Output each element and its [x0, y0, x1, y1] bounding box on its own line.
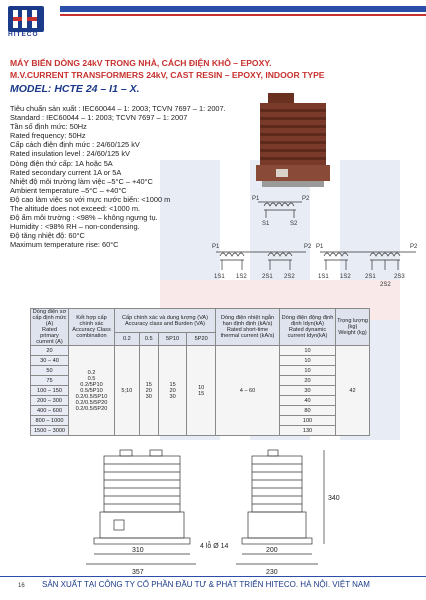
cell-current: 75 — [31, 376, 69, 386]
side-view-drawing — [236, 450, 324, 564]
footer-text: SẢN XUẤT TẠI CÔNG TY CỔ PHẦN ĐẦU TƯ & PHÁT TRIỂN HITECO. HÀ NỘI. VIỆT NAM — [42, 580, 370, 589]
dim-label: 200 — [266, 547, 278, 554]
cell-current: 800 – 1000 — [31, 416, 69, 426]
dim-label: 310 — [132, 547, 144, 554]
spec-line: Rated insulation level : 24/60/125 kV — [10, 149, 130, 159]
header-class-02: 0.2 — [115, 333, 140, 346]
cell-dynamic: 10 — [280, 346, 336, 356]
wiring-label: 1S1 — [214, 274, 225, 280]
spec-line: Tiêu chuẩn sản xuất : IEC60044 – 1: 2003; TCVN 7697 – 1: 2007. — [10, 104, 226, 113]
header-class-5p10: 5P10 — [158, 333, 187, 346]
dim-label: 230 — [266, 569, 278, 576]
cell-thermal: 4 – 60 — [216, 346, 280, 436]
spec-line: Độ cao làm việc so với mực nước biển: <1000 m — [10, 194, 171, 204]
cell-current: 20 — [31, 346, 69, 356]
page-number: 16 — [18, 583, 25, 589]
header-thermal: Dòng điện nhiệt ngắn hạn định định (kA/s) Rated short-time thermal current (kA/s) — [216, 309, 280, 346]
wiring-label: 2S2 — [380, 282, 391, 288]
wiring-label: 1S2 — [236, 274, 247, 280]
cell-current: 1500 – 3000 — [31, 426, 69, 436]
cell-dynamic: 40 — [280, 396, 336, 406]
product-image — [256, 93, 330, 189]
header-bar — [0, 0, 426, 44]
spec-line: Tần số định mức: 50Hz — [10, 122, 87, 132]
wiring-label: 1S1 — [318, 274, 329, 280]
wiring-label: 2S2 — [284, 274, 295, 280]
header-burden: Cấp chính xác và dung lượng (VA) Accuracy class and Burden (VA) — [115, 309, 216, 333]
table-row — [31, 346, 370, 356]
header-class-05: 0.5 — [139, 333, 158, 346]
spec-line: Ambient temperature –5°C – +40°C — [10, 185, 127, 195]
dim-label: 340 — [328, 495, 340, 502]
wiring-label: P1 — [316, 244, 324, 250]
cell-current: 100 – 150 — [31, 386, 69, 396]
cell-current: 200 – 300 — [31, 396, 69, 406]
dim-label: 4 lỗ Ø 14 — [200, 543, 229, 550]
cell-dynamic: 100 — [280, 416, 336, 426]
wiring-label: S2 — [290, 221, 298, 227]
wiring-diagram-single — [258, 202, 302, 218]
cell-dynamic: 80 — [280, 406, 336, 416]
title-english: M.V.CURRENT TRANSFORMERS 24kV, CAST RESIN – EPOXY, INDOOR TYPE — [10, 70, 325, 80]
cell-current: 50 — [31, 366, 69, 376]
wiring-label: 2S1 — [365, 274, 376, 280]
logo-text: HITECO — [8, 31, 39, 38]
wiring-label: P2 — [304, 244, 312, 250]
wiring-label: 1S2 — [340, 274, 351, 280]
spec-line: Maximum temperature rise: 60°C — [10, 240, 119, 250]
cell-accuracy: 0.2 0.5 0.2/5P10 0.5/5P10 0.2/0.5/5P10 0.2/0.5/5P20 0.2/0.5/5P20 — [69, 346, 115, 436]
cell-dynamic: 10 — [280, 366, 336, 376]
spec-line: Nhiệt độ môi trường làm việc –5°C – +40°C — [10, 176, 153, 186]
spec-table — [30, 308, 370, 436]
cell-dynamic: 30 — [280, 386, 336, 396]
spec-line: Rated secondary current 1A or 5A — [10, 167, 122, 177]
wiring-diagram-double — [216, 252, 306, 270]
title-vietnamese: MÁY BIẾN DÒNG 24kV TRONG NHÀ, CÁCH ĐIỆN KHÔ – EPOXY. — [10, 58, 272, 68]
cell-dynamic: 10 — [280, 356, 336, 366]
dimension-drawings — [80, 448, 420, 578]
spec-line: Cấp cách điện định mức : 24/60/125 kV — [10, 140, 140, 150]
header-accuracy: Kết hợp cấp chính xác Accuracy Class combination — [69, 309, 115, 346]
header-stripe — [60, 6, 426, 12]
spec-line: Standard : IEC60044 – 1: 2003; TCVN 7697 – 1: 2007 — [10, 113, 188, 123]
spec-line: Rated frequency: 50Hz — [10, 131, 86, 141]
spec-line: Dòng điện thứ cấp: 1A hoặc 5A — [10, 158, 113, 168]
wiring-label: 2S3 — [394, 274, 405, 280]
header-stripe-red — [60, 14, 426, 16]
cell-dynamic: 20 — [280, 376, 336, 386]
wiring-label: 2S1 — [262, 274, 273, 280]
wiring-label: P1 — [212, 244, 220, 250]
wiring-diagram-triple — [320, 252, 416, 270]
spec-line: The altitude does not exceed: <1000 m. — [10, 204, 141, 214]
cell-current: 400 – 600 — [31, 406, 69, 416]
cell-current: 30 – 40 — [31, 356, 69, 366]
wiring-label: P2 — [410, 244, 418, 250]
wiring-label: P1 — [252, 196, 260, 202]
header-current: Dòng điện sơ cấp định mức (A) Rated primary current (A) — [31, 309, 69, 346]
cell-burden-5p10: 15 20 30 — [158, 346, 187, 436]
footer-divider — [0, 576, 426, 577]
model-label: MODEL: HCTE 24 – I1 – X. — [10, 83, 140, 95]
wiring-label: S1 — [262, 221, 270, 227]
spec-line: Độ ẩm môi trường : <98% – không ngưng tụ. — [10, 213, 158, 223]
dim-label: 357 — [132, 569, 144, 576]
header-dynamic: Dòng điện động định định Idyn(kA) Rated dynamic current Idyn(kA) — [280, 309, 336, 346]
header-class-5p20: 5P20 — [187, 333, 216, 346]
spec-line: Độ tăng nhiệt độ: 60°C — [10, 231, 85, 241]
cell-burden-02: 5;10 — [115, 346, 140, 436]
header-weight: Trọng lượng (kg) Weight (kg) — [336, 309, 370, 346]
cell-dynamic: 130 — [280, 426, 336, 436]
cell-weight: 42 — [336, 346, 370, 436]
cell-burden-5p20: 10 15 — [187, 346, 216, 436]
wiring-label: P2 — [302, 196, 310, 202]
spec-line: Humidity : <98% RH – non-condensing. — [10, 222, 140, 232]
cell-burden-05: 15 20 30 — [139, 346, 158, 436]
wiring-diagrams — [210, 192, 422, 292]
